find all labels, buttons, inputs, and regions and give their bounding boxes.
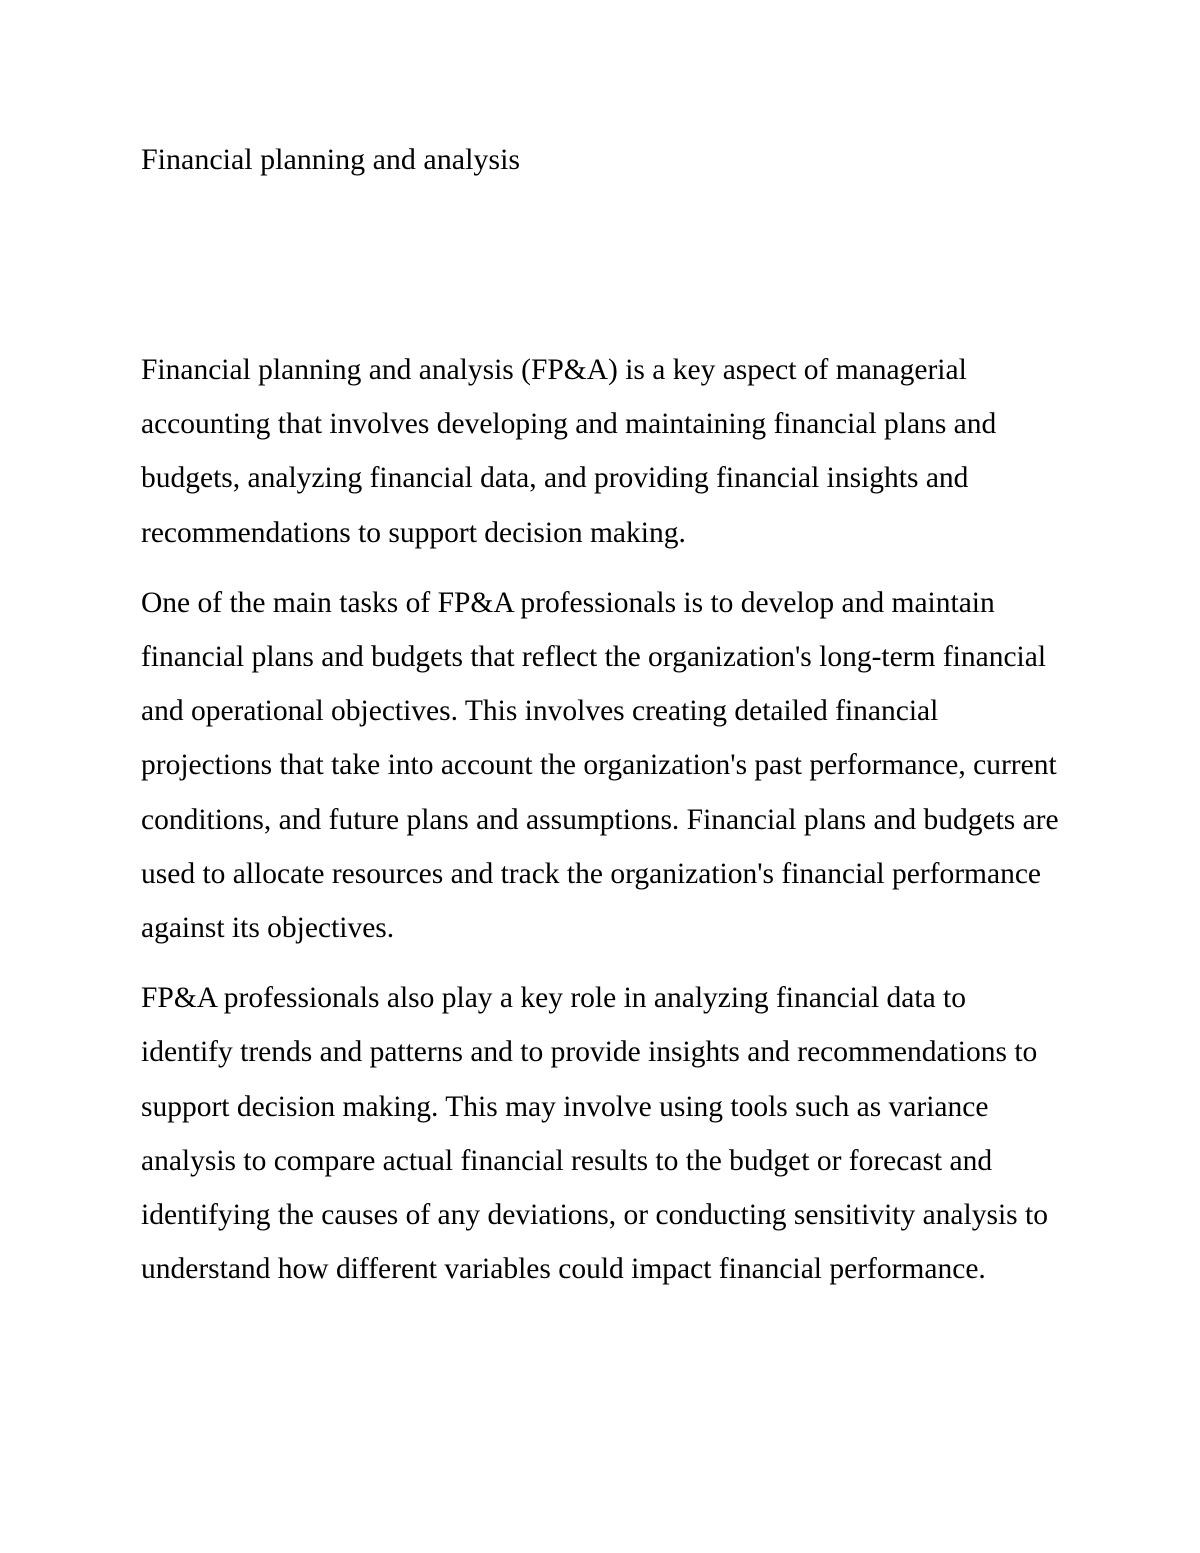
document-body: [141, 343, 1061, 1312]
document-title: Financial planning and analysis: [141, 143, 521, 176]
paragraph-data-analysis: FP&A professionals also play a key role in analyzing financial data to identify trends and patterns and to provide insights and recommendations to support decision making. This may involve using tools such as variance analysis to compare actual financial results to the budget or forecast and identifying the causes of any deviations, or conducting sensitivity analysis to understand how different variables could impact financial performance.: [141, 982, 1048, 1286]
paragraph-intro: Financial planning and analysis (FP&A) is a key aspect of managerial accounting that involves developing and maintaining financial plans and budgets, analyzing financial data, and providing financial insights and recommendations to support decision making.: [141, 354, 997, 549]
paragraph-planning-budgets: One of the main tasks of FP&A professionals is to develop and maintain financial plans and budgets that reflect the organization's long-term financial and operational objectives. This involves creating detailed financial projections that take into account the organization's past performance, current conditions, and future plans and assumptions. Financial plans and budgets are used to allocate resources and track the organization's financial performance against its objectives.: [141, 586, 1059, 945]
